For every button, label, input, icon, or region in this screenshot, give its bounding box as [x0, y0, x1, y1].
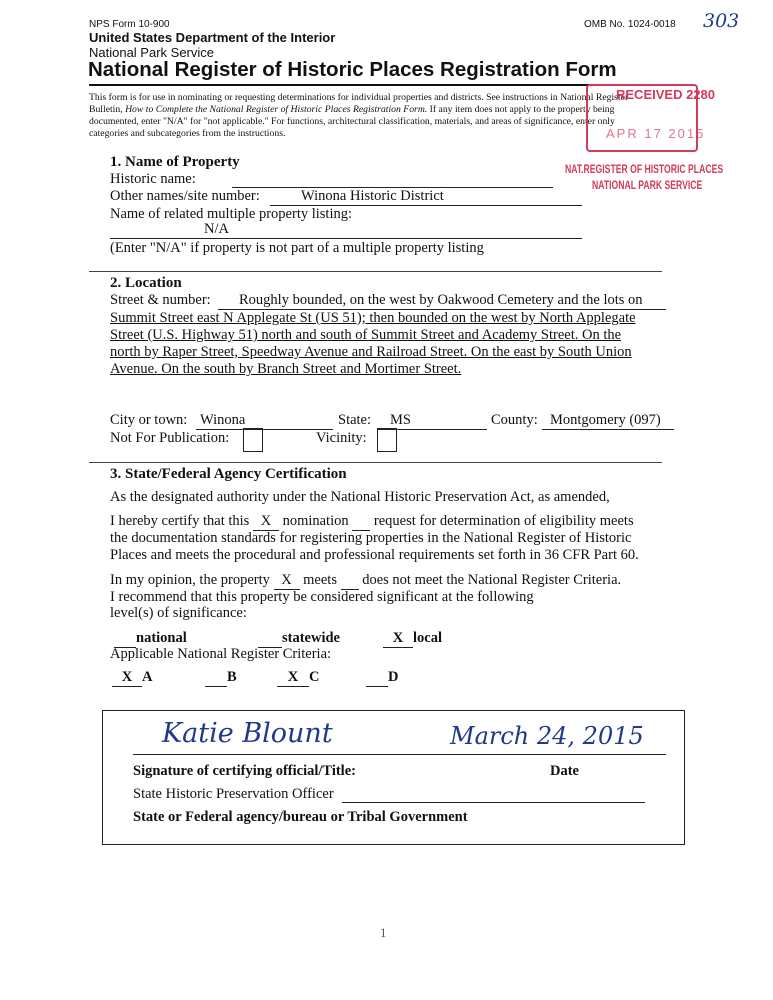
section-rule-1	[89, 271, 662, 272]
stamp-date: APR 17 2015	[606, 126, 706, 141]
criteria-label: Applicable National Register Criteria:	[110, 646, 332, 662]
not-for-publication-checkbox[interactable]	[243, 428, 263, 452]
vicinity-checkbox[interactable]	[377, 428, 397, 452]
certify-line-2: the documentation standards for registering properties in the National Register of Historic	[110, 530, 632, 546]
city-field[interactable]: Winona	[196, 412, 333, 430]
intro-line-3: documented, enter "N/A" for "not applicable." For functions, architectural classification, materials, and areas of significance, enter only	[89, 116, 615, 127]
opinion-line-3: level(s) of significance:	[110, 605, 247, 621]
request-mark[interactable]	[352, 513, 370, 531]
intro-line-4: categories and subcategories from the instructions.	[89, 128, 286, 139]
county-field[interactable]: Montgomery (097)	[542, 412, 674, 430]
multiple-listing-label: Name of related multiple property listing:	[110, 206, 353, 222]
criterion-b[interactable]: B	[205, 669, 237, 687]
title-rule	[89, 84, 641, 86]
street-line-2: Summit Street east N Applegate St (US 51); then bounded on the west by North Applegate	[110, 310, 636, 326]
state-field[interactable]: MS	[377, 412, 487, 430]
page-number: 1	[380, 925, 387, 940]
does-not-meet-mark[interactable]	[341, 572, 359, 590]
signature-date-value: March 24, 2015	[450, 722, 644, 750]
agency-label: State or Federal agency/bureau or Tribal Government	[133, 809, 468, 825]
criterion-c[interactable]: X C	[277, 669, 319, 687]
meets-mark[interactable]: X	[274, 572, 300, 590]
authority-statement: As the designated authority under the National Historic Preservation Act, as amended,	[110, 489, 610, 505]
official-title-label: State Historic Preservation Officer	[133, 786, 334, 802]
level-national[interactable]: national	[114, 630, 187, 648]
other-names-field[interactable]: Winona Historic District	[270, 188, 582, 206]
opinion-line-1: In my opinion, the property X meets does not meet the National Register Criteria.	[110, 572, 622, 588]
signature-line	[133, 754, 666, 755]
state-label: State:	[338, 412, 372, 428]
section-1-heading: 1. Name of Property	[110, 154, 240, 170]
page-mark: 303	[703, 10, 740, 32]
historic-name-label: Historic name:	[110, 171, 196, 187]
stamp-nps: NATIONAL PARK SERVICE	[592, 178, 703, 192]
certify-line-1: I hereby certify that this X nomination request for determination of eligibility meets	[110, 513, 634, 529]
stamp-received: RECEIVED 2280	[616, 87, 715, 102]
official-title-line	[342, 802, 645, 803]
page-title: National Register of Historic Places Registration Form	[88, 58, 617, 81]
intro-line-2: Bulletin, How to Complete the National Register of Historic Places Registration Form. If any item does not apply to the property being	[89, 104, 615, 115]
level-local[interactable]: X local	[383, 630, 442, 648]
street-number-label: Street & number:	[110, 292, 211, 308]
street-line-3: Street (U.S. Highway 51) north and south of Summit Street and Academy Street. On the	[110, 327, 622, 343]
stamp-register: NAT.REGISTER OF HISTORIC PLACES	[565, 162, 724, 176]
street-line-5: Avenue. On the south by Branch Street and Mortimer Street.	[110, 361, 462, 377]
section-rule-2	[89, 462, 662, 463]
city-label: City or town:	[110, 412, 188, 428]
multiple-listing-note: (Enter "N/A" if property is not part of a multiple property listing	[110, 240, 484, 256]
nomination-mark[interactable]: X	[253, 513, 279, 531]
section-2-heading: 2. Location	[110, 275, 182, 291]
date-label: Date	[550, 763, 579, 779]
form-number: NPS Form 10-900	[89, 19, 170, 30]
other-names-label: Other names/site number:	[110, 188, 260, 204]
vicinity-label: Vicinity:	[316, 430, 367, 446]
intro-line-1: This form is for use in nominating or requesting determinations for individual properties and districts. See instructions in National Register	[89, 92, 629, 103]
omb-number: OMB No. 1024-0018	[584, 19, 676, 30]
signature-label: Signature of certifying official/Title:	[133, 763, 356, 779]
county-label: County:	[491, 412, 538, 428]
criterion-d[interactable]: D	[366, 669, 398, 687]
opinion-line-2: I recommend that this property be considered significant at the following	[110, 589, 534, 605]
street-line-4: north by Raper Street, Speedway Avenue and Railroad Street. On the east by South Union	[110, 344, 632, 360]
official-signature: Katie Blount	[162, 718, 333, 749]
certify-line-3: Places and meets the procedural and professional requirements set forth in 36 CFR Part 60.	[110, 547, 639, 563]
section-3-heading: 3. State/Federal Agency Certification	[110, 466, 347, 482]
criterion-a[interactable]: X A	[112, 669, 152, 687]
level-statewide[interactable]: statewide	[258, 630, 340, 648]
service: National Park Service	[89, 45, 214, 60]
multiple-listing-field[interactable]: N/A	[110, 221, 582, 239]
department: United States Department of the Interior	[89, 30, 336, 45]
received-stamp	[562, 80, 724, 198]
not-for-publication-label: Not For Publication:	[110, 430, 230, 446]
street-line-1[interactable]: Roughly bounded, on the west by Oakwood Cemetery and the lots on	[218, 292, 666, 310]
